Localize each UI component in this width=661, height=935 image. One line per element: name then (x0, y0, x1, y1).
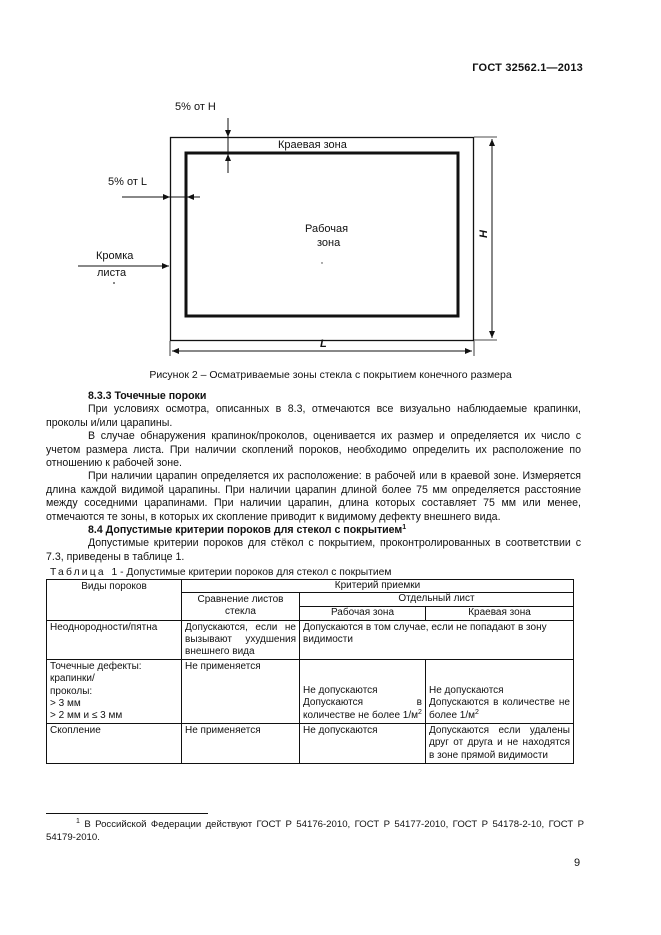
label-work-zone-2: зона (317, 237, 341, 249)
label-5-percent-l: 5% от L (108, 176, 148, 188)
label-sheet-edge-2: листа (97, 267, 127, 279)
th-single-sheet: Отдельный лист (300, 593, 574, 607)
page-number: 9 (574, 857, 581, 869)
paragraph: При условиях осмотра, описанных в 8.3, отмечаются все визуально наблюдаемые крапинки, проколы и/или царапины. (46, 403, 581, 429)
paragraph: При наличии царапин определяется их расположение: в рабочей или в краевой зоне. Измеряется длина каждой видимой царапины. При наличии царапин длиной более 75 мм определяется расстояние между соседними царапинами. При наличии царапин, длина которых составляет 75 мм или менее, отмечаются те зоны, в которых их скопление приводит к видимому дефекту внешнего вида. (46, 470, 581, 523)
cell-single: Допускаются в том случае, если не попадают в зону видимости (300, 620, 574, 660)
table-row (47, 620, 574, 660)
paragraph: В случае обнаружения крапинок/проколов, оценивается их размер и определяется их число с учетом размера листа. При наличии скоплений пороков, необходимо определить их расположение по отношению к рабочей зоне. (46, 430, 581, 470)
label-work-zone-1: Рабочая (305, 223, 349, 235)
footnote: $^1$ В Российской Федерации действуют ГОСТ Р 54176-2010, ГОСТ Р 54177-2010, ГОСТ Р 54178-2-10, ГОСТ Р 54179-2010. (46, 818, 584, 843)
document-header: ГОСТ 32562.1—2013 (472, 62, 583, 74)
cell-type: Скопление (47, 724, 182, 764)
figure-caption: Рисунок 2 – Осматриваемые зоны стекла с покрытием конечного размера (149, 369, 512, 381)
th-criteria: Критерий приемки (182, 580, 574, 593)
cell-type: Точечные дефекты: крапинки/ проколы: > 3 мм > 2 мм и ≤ 3 мм (47, 660, 182, 724)
th-defect-type: Виды пороков (47, 580, 182, 621)
cell-type: Неоднородности/пятна (47, 620, 182, 660)
th-compare: Сравнение листов стекла (182, 593, 300, 620)
label-sheet-edge-1: Кромка (96, 250, 134, 262)
table-row (47, 724, 574, 764)
footnote-separator (46, 813, 208, 814)
label-dim-h: H (477, 230, 490, 238)
th-edge-zone: Краевая зона (426, 606, 574, 620)
th-work-zone: Рабочая зона (300, 606, 426, 620)
paragraph: Допустимые критерии пороков для стёкол с покрытием, проконтролированных в соответствии с 7.3, приведены в таблице 1. (46, 537, 581, 563)
cell-edge-zone: Допускаются если удалены друг от друга и не находятся в зоне прямой видимости (426, 724, 574, 764)
section-8-3-3 (46, 390, 581, 564)
criteria-table (46, 579, 574, 764)
footnote-ref: 1 (402, 524, 407, 532)
figure-inspection-zones (0, 0, 661, 360)
cell-work-zone: Не допускаются Допускаются в количестве не более $1/м^2$ (300, 660, 426, 724)
label-edge-zone: Краевая зона (278, 139, 347, 151)
label-5-percent-h: 5% от H (175, 101, 216, 113)
cell-edge-zone: Не допускаются Допускаются в количестве не более $1/м^2$ (426, 660, 574, 724)
cell-compare: Не применяется (182, 724, 300, 764)
cell-compare: Допускаются, если не вызывают ухудшения внешнего вида (182, 620, 300, 660)
cell-work-zone: Не допускаются (300, 724, 426, 764)
cell-compare: Не применяется (182, 660, 300, 724)
figure-drawing (0, 0, 661, 360)
heading-8-4: 8.4 Допустимые критерии пороков для стекол с покрытием$^1$ (88, 524, 407, 537)
table-header-row (47, 580, 574, 593)
label-dim-l: L (320, 338, 327, 350)
table-caption: Таблица 1 - Допустимые критерии пороков для стекол с покрытием (50, 567, 392, 578)
heading-8-3-3: 8.3.3 Точечные пороки (88, 390, 207, 402)
table-row (47, 660, 574, 724)
